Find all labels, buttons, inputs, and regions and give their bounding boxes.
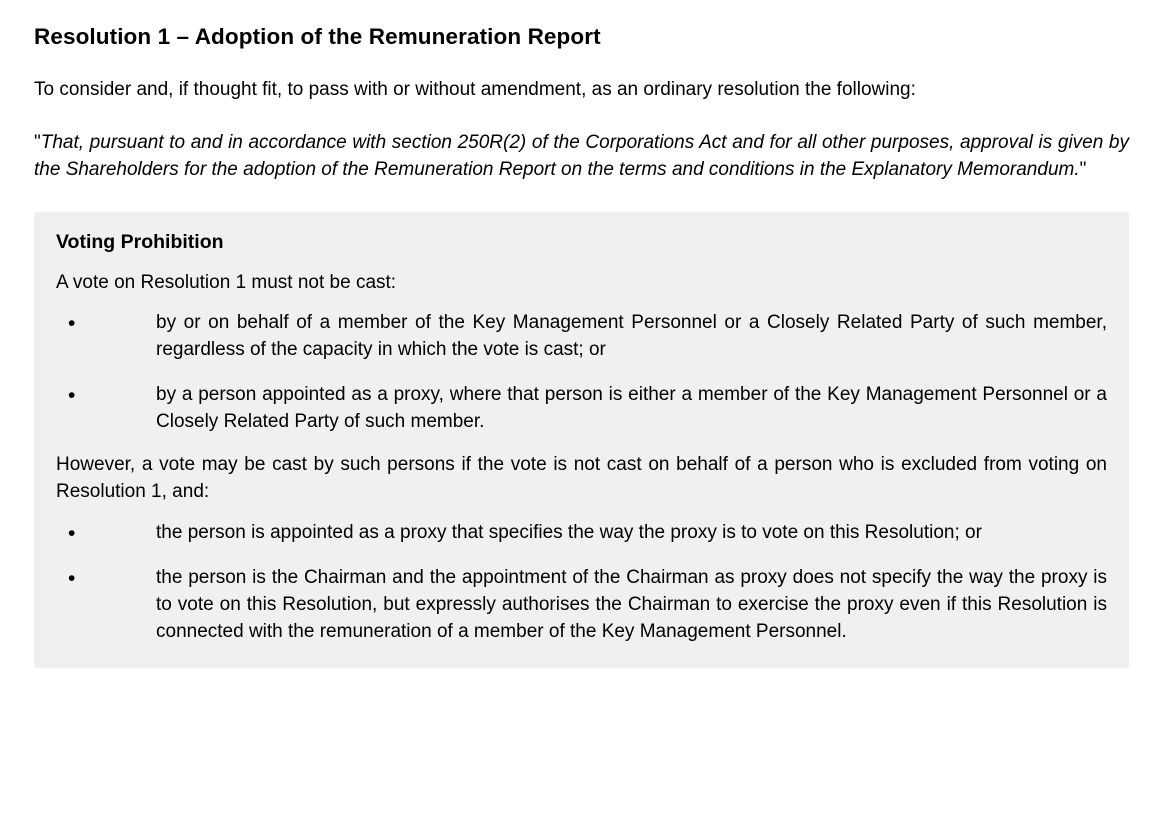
resolution-quote <box>34 130 1129 184</box>
voting-prohibition-box <box>34 212 1129 668</box>
list-item <box>56 382 1107 436</box>
list-item <box>56 565 1107 646</box>
intro-paragraph: To consider and, if thought fit, to pass with or without amendment, as an ordinary resolution the following: <box>34 79 916 101</box>
list-item-text: by a person appointed as a proxy, where that person is either a member of the Key Management Personnel or a Closely Related Party of such member. <box>156 384 1107 433</box>
prohibition-bullet-list-first <box>56 310 1107 436</box>
list-item <box>56 520 1107 547</box>
bullet-marker-icon: • <box>68 384 76 408</box>
list-item-text: the person is appointed as a proxy that specifies the way the proxy is to vote on this Resolution; or <box>156 522 982 544</box>
exception-intro-paragraph: However, a vote may be cast by such persons if the vote is not cast on behalf of a person who is excluded from voting on Resolution 1, and: <box>56 454 1107 503</box>
quote-open-mark: " <box>34 132 41 154</box>
page-title: Resolution 1 – Adoption of the Remuneration Report <box>34 24 601 49</box>
list-item-text: the person is the Chairman and the appointment of the Chairman as proxy does not specify the way the proxy is to vote on this Resolution, but expressly authorises the Chairman to exercise the proxy even if this Resolution is connected with the remuneration of a member of the Key Management Personnel. <box>156 567 1107 643</box>
resolution-quote-text: That, pursuant to and in accordance with section 250R(2) of the Corporations Act and for all other purposes, approval is given by the Shareholders for the adoption of the Remuneration Report on the terms and conditions in the Explanatory Memorandum. <box>34 132 1129 181</box>
voting-prohibition-lead-in: A vote on Resolution 1 must not be cast: <box>56 271 397 293</box>
bullet-marker-icon: • <box>68 522 76 546</box>
prohibition-bullet-list-second <box>56 520 1107 646</box>
bullet-marker-icon: • <box>68 312 76 336</box>
list-item-text: by or on behalf of a member of the Key Management Personnel or a Closely Related Party of such member, regardless of the capacity in which the vote is cast; or <box>156 312 1107 361</box>
quote-close-mark: " <box>1079 159 1087 181</box>
voting-prohibition-heading: Voting Prohibition <box>56 231 224 254</box>
list-item <box>56 310 1107 364</box>
bullet-marker-icon: • <box>68 567 76 591</box>
